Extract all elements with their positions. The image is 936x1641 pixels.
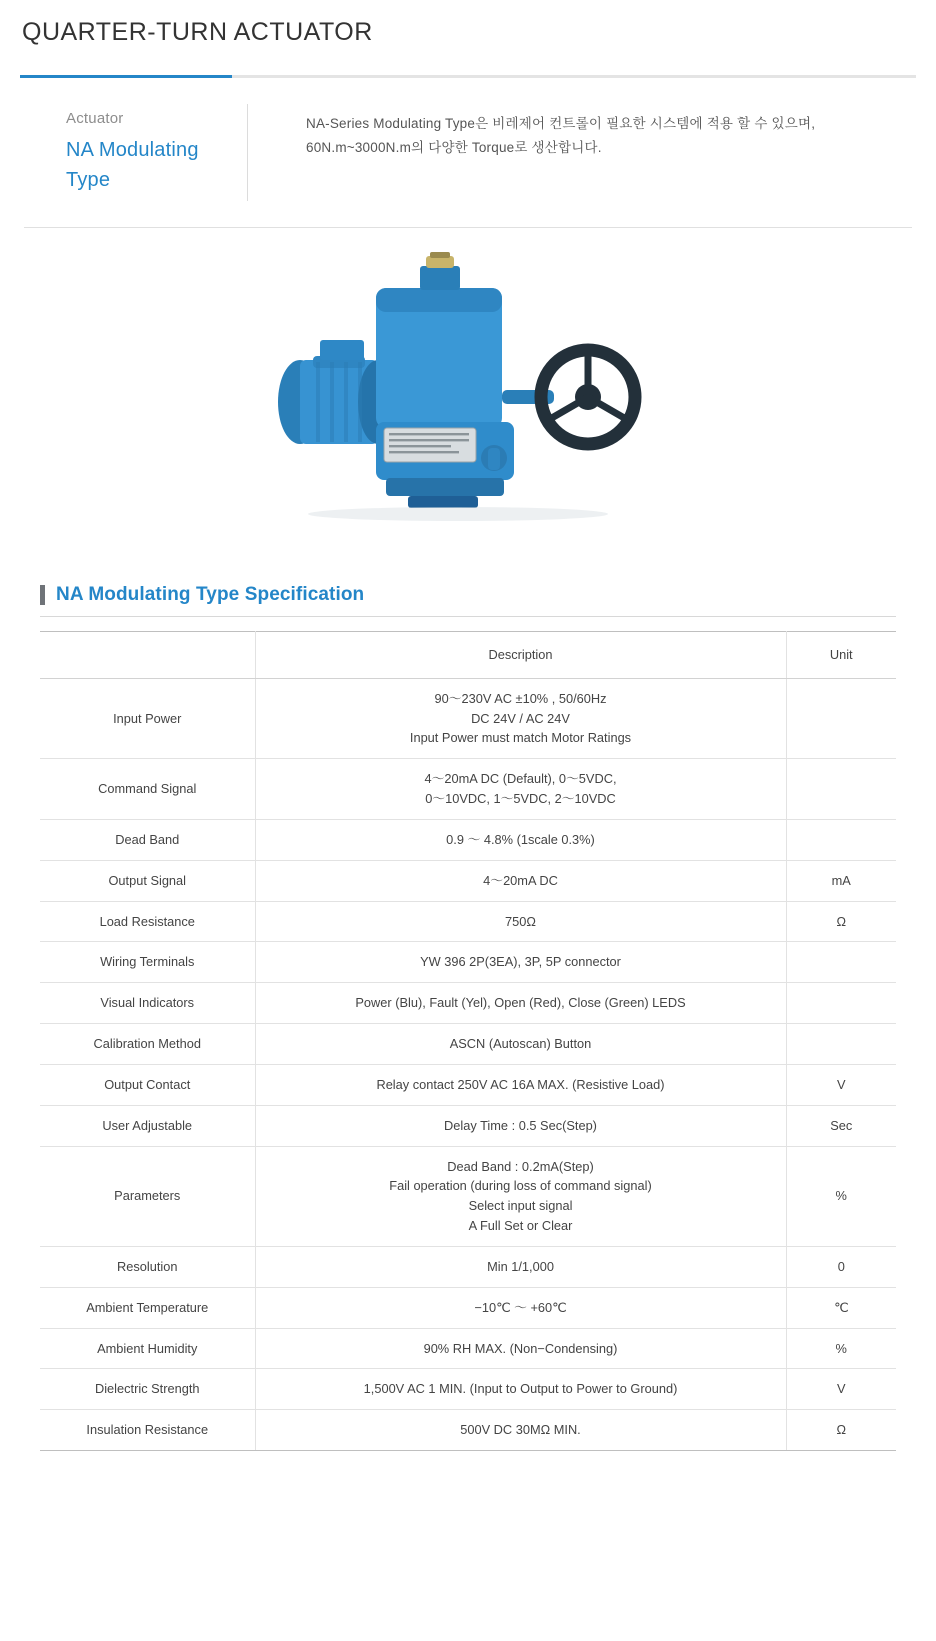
spec-item-unit xyxy=(786,759,896,820)
spec-item-description: ASCN (Autoscan) Button xyxy=(255,1024,786,1065)
intro-description: NA-Series Modulating Type은 비레제어 컨트롤이 필요한 시스템에 적용 할 수 있으며, 60N.m~3000N.m의 다양한 Torque로 생산합니다. xyxy=(306,116,816,155)
intro-kicker: Actuator xyxy=(66,110,124,127)
spec-item-unit: 0 xyxy=(786,1246,896,1287)
spec-item-description: YW 396 2P(3EA), 3P, 5P connector xyxy=(255,942,786,983)
spec-item-description: Relay contact 250V AC 16A MAX. (Resistive Load) xyxy=(255,1064,786,1105)
table-row xyxy=(40,860,896,901)
spec-item-unit xyxy=(786,942,896,983)
spec-item-name: Resolution xyxy=(40,1246,255,1287)
product-image xyxy=(0,234,936,564)
table-row xyxy=(40,1146,896,1246)
spec-item-unit: Ω xyxy=(786,901,896,942)
spec-item-unit: % xyxy=(786,1146,896,1246)
table-row xyxy=(40,983,896,1024)
intro-block xyxy=(24,104,912,228)
table-header-row xyxy=(40,632,896,679)
page-header xyxy=(0,0,936,61)
table-row xyxy=(40,901,896,942)
spec-item-unit xyxy=(786,983,896,1024)
spec-item-description: 90〜230V AC ±10% , 50/60Hz DC 24V / AC 24V Input Power must match Motor Ratings xyxy=(255,678,786,758)
spec-item-description: Delay Time : 0.5 Sec(Step) xyxy=(255,1105,786,1146)
spec-item-unit: mA xyxy=(786,860,896,901)
spec-item-description: 90% RH MAX. (Non−Condensing) xyxy=(255,1328,786,1369)
spec-item-description: Min 1/1,000 xyxy=(255,1246,786,1287)
spec-item-name: Visual Indicators xyxy=(40,983,255,1024)
spec-item-description: Power (Blu), Fault (Yel), Open (Red), Close (Green) LEDS xyxy=(255,983,786,1024)
table-row xyxy=(40,1287,896,1328)
table-row xyxy=(40,678,896,758)
spec-item-description: 1,500V AC 1 MIN. (Input to Output to Power to Ground) xyxy=(255,1369,786,1410)
spec-item-name: Calibration Method xyxy=(40,1024,255,1065)
spec-item-description: −10℃ 〜 +60℃ xyxy=(255,1287,786,1328)
actuator-illustration xyxy=(258,252,678,542)
spec-item-name: Command Signal xyxy=(40,759,255,820)
table-row xyxy=(40,1105,896,1146)
table-row xyxy=(40,1410,896,1451)
spec-item-unit: % xyxy=(786,1328,896,1369)
spec-item-unit: Ω xyxy=(786,1410,896,1451)
page-title: QUARTER-TURN ACTUATOR xyxy=(22,18,373,46)
column-header-description: Description xyxy=(255,632,786,679)
spec-item-name: User Adjustable xyxy=(40,1105,255,1146)
spec-item-description: 4〜20mA DC xyxy=(255,860,786,901)
spec-item-unit: ℃ xyxy=(786,1287,896,1328)
spec-item-name: Wiring Terminals xyxy=(40,942,255,983)
spec-item-name: Output Signal xyxy=(40,860,255,901)
spec-section-header xyxy=(40,584,936,606)
spec-item-unit xyxy=(786,678,896,758)
table-row xyxy=(40,759,896,820)
column-header-unit: Unit xyxy=(786,632,896,679)
spec-item-unit xyxy=(786,819,896,860)
spec-item-description: 500V DC 30MΩ MIN. xyxy=(255,1410,786,1451)
spec-item-description: Dead Band : 0.2mA(Step) Fail operation (during loss of command signal) Select input signal A Full Set or Clear xyxy=(255,1146,786,1246)
spec-item-name: Parameters xyxy=(40,1146,255,1246)
spec-section-title: NA Modulating Type Specification xyxy=(56,584,365,605)
spec-item-unit: Sec xyxy=(786,1105,896,1146)
table-row xyxy=(40,942,896,983)
spec-item-name: Dielectric Strength xyxy=(40,1369,255,1410)
spec-item-unit xyxy=(786,1024,896,1065)
spec-item-unit: V xyxy=(786,1369,896,1410)
table-row xyxy=(40,1024,896,1065)
spec-item-unit: V xyxy=(786,1064,896,1105)
intro-product-name: NA Modulating Type xyxy=(66,139,199,191)
section-marker-icon xyxy=(40,585,45,605)
table-row xyxy=(40,819,896,860)
spec-item-name: Output Contact xyxy=(40,1064,255,1105)
intro-left-column xyxy=(24,104,248,201)
specification-table xyxy=(40,631,896,1451)
spec-item-description: 750Ω xyxy=(255,901,786,942)
table-row xyxy=(40,1369,896,1410)
table-row xyxy=(40,1246,896,1287)
spec-header-divider xyxy=(40,616,896,617)
spec-item-name: Ambient Humidity xyxy=(40,1328,255,1369)
title-divider xyxy=(20,75,916,78)
spec-item-name: Ambient Temperature xyxy=(40,1287,255,1328)
spec-item-description: 0.9 〜 4.8% (1scale 0.3%) xyxy=(255,819,786,860)
column-header-item xyxy=(40,632,255,679)
spec-item-name: Load Resistance xyxy=(40,901,255,942)
specification-table-body xyxy=(40,678,896,1450)
spec-item-name: Input Power xyxy=(40,678,255,758)
table-row xyxy=(40,1328,896,1369)
spec-item-description: 4〜20mA DC (Default), 0〜5VDC, 0〜10VDC, 1〜5VDC, 2〜10VDC xyxy=(255,759,786,820)
spec-item-name: Insulation Resistance xyxy=(40,1410,255,1451)
spec-item-name: Dead Band xyxy=(40,819,255,860)
table-row xyxy=(40,1064,896,1105)
